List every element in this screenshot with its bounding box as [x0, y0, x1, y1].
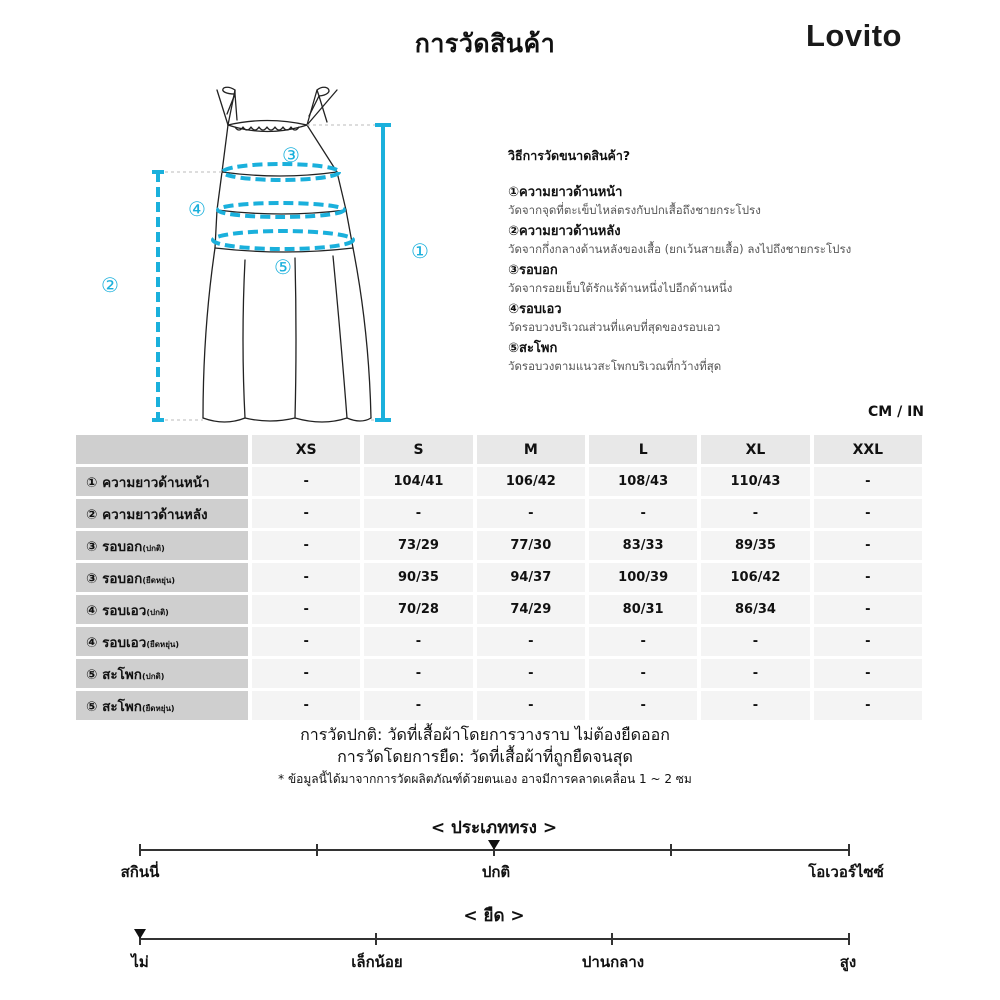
stretch-scale-tick: [375, 933, 377, 945]
table-row: [76, 691, 922, 720]
fit-scale-tick: [139, 844, 141, 856]
table-cell: -: [589, 499, 697, 528]
guide-item-heading: ②ความยาวด้านหลัง: [508, 224, 621, 239]
table-cell: -: [814, 659, 922, 688]
table-cell: -: [252, 531, 360, 560]
table-cell: -: [701, 499, 809, 528]
table-cell: -: [477, 659, 585, 688]
table-cell: -: [252, 659, 360, 688]
table-row: [76, 467, 922, 496]
stretch-label-none: ไม่: [131, 953, 149, 971]
measurement-guide: [508, 146, 928, 379]
table-cell: 106/42: [701, 563, 809, 592]
table-cell: -: [814, 467, 922, 496]
stretch-scale: [139, 933, 850, 945]
fit-label-skinny: สกินนี่: [120, 863, 160, 881]
table-cell: -: [477, 627, 585, 656]
row-label: ③ รอบอก(ยืดหยุ่น): [76, 563, 248, 592]
table-cell: -: [814, 563, 922, 592]
size-header: XL: [701, 435, 809, 464]
guide-title: วิธีการวัดขนาดสินค้า?: [508, 148, 631, 163]
stretch-label-slight: เล็กน้อย: [351, 953, 403, 971]
table-row: [76, 659, 922, 688]
table-cell: -: [364, 691, 472, 720]
table-cell: 70/28: [364, 595, 472, 624]
table-cell: 74/29: [477, 595, 585, 624]
marker-2: ②: [101, 273, 119, 297]
fit-scale: [139, 844, 850, 856]
guide-item: [508, 301, 928, 336]
row-label: ③ รอบอก(ปกติ): [76, 531, 248, 560]
table-cell: -: [701, 627, 809, 656]
table-cell: -: [701, 691, 809, 720]
stretch-scale-title: < ยืด >: [463, 906, 525, 926]
fit-label-oversize: โอเวอร์ไซซ์: [808, 863, 884, 881]
table-cell: 100/39: [589, 563, 697, 592]
guide-item-desc: วัดจากกึ่งกลางด้านหลังของเสื้อ (ยกเว้นสายเสื้อ) ลงไปถึงชายกระโปรง: [508, 242, 852, 256]
note-normal: การวัดปกติ: วัดที่เสื้อผ้าโดยการวางราบ ไม่ต้องยืดออก: [300, 725, 670, 744]
table-cell: -: [589, 691, 697, 720]
stretch-scale-marker: [134, 929, 146, 939]
guide-item: [508, 340, 928, 375]
table-cell: -: [252, 563, 360, 592]
size-header: M: [477, 435, 585, 464]
table-cell: -: [589, 627, 697, 656]
row-label: ⑤ สะโพก(ปกติ): [76, 659, 248, 688]
table-cell: -: [364, 659, 472, 688]
table-cell: -: [252, 595, 360, 624]
table-header-row: [76, 435, 922, 464]
table-cell: -: [589, 659, 697, 688]
guide-item-heading: ③รอบอก: [508, 263, 558, 278]
page-title: การวัดสินค้า: [414, 29, 556, 58]
table-cell: 108/43: [589, 467, 697, 496]
guide-item-desc: วัดรอบวงบริเวณส่วนที่แคบที่สุดของรอบเอว: [508, 320, 721, 334]
table-cell: 106/42: [477, 467, 585, 496]
guide-item-desc: วัดจากรอยเย็บใต้รักแร้ด้านหนึ่งไปอีกด้านหนึ่ง: [508, 281, 733, 295]
row-label: ② ความยาวด้านหลัง: [76, 499, 248, 528]
table-cell: -: [814, 627, 922, 656]
table-cell: -: [701, 659, 809, 688]
table-cell: 86/34: [701, 595, 809, 624]
table-cell: -: [364, 627, 472, 656]
stretch-label-medium: ปานกลาง: [581, 953, 645, 971]
table-cell: 73/29: [364, 531, 472, 560]
size-header: S: [364, 435, 472, 464]
table-cell: 80/31: [589, 595, 697, 624]
table-cell: -: [814, 691, 922, 720]
table-cell: -: [814, 531, 922, 560]
table-cell: 94/37: [477, 563, 585, 592]
marker-3: ③: [282, 143, 300, 167]
table-cell: 110/43: [701, 467, 809, 496]
row-label: ① ความยาวด้านหน้า: [76, 467, 248, 496]
marker-4: ④: [188, 197, 206, 221]
guide-item: [508, 223, 928, 258]
table-cell: -: [252, 691, 360, 720]
guide-item: [508, 262, 928, 297]
table-row: [76, 627, 922, 656]
marker-5: ⑤: [274, 255, 292, 279]
guide-item-heading: ④รอบเอว: [508, 302, 562, 317]
stretch-scale-tick: [848, 933, 850, 945]
fit-scale-marker: [488, 840, 500, 850]
fit-scale-tick: [316, 844, 318, 856]
table-row: [76, 595, 922, 624]
table-row: [76, 499, 922, 528]
table-row: [76, 531, 922, 560]
stretch-scale-line: [139, 938, 850, 940]
table-cell: 83/33: [589, 531, 697, 560]
fit-scale-tick: [670, 844, 672, 856]
right-bow: [317, 87, 329, 96]
fit-label-regular: ปกติ: [481, 863, 511, 881]
dress-illustration: [95, 80, 440, 435]
measurement-notes: [0, 724, 970, 790]
table-cell: -: [252, 467, 360, 496]
marker-1: ①: [411, 239, 429, 263]
stretch-scale-tick: [611, 933, 613, 945]
note-stretch: การวัดโดยการยืด: วัดที่เสื้อผ้าที่ถูกยืดจนสุด: [337, 747, 633, 766]
table-cell: -: [477, 499, 585, 528]
table-cell: -: [252, 627, 360, 656]
size-header: XXL: [814, 435, 922, 464]
table-cell: 89/35: [701, 531, 809, 560]
table-corner: [76, 435, 248, 464]
guide-item-heading: ①ความยาวด้านหน้า: [508, 185, 623, 200]
brand-logo: Lovito: [806, 18, 902, 53]
size-table: [72, 432, 926, 723]
table-row: [76, 563, 922, 592]
fit-scale-title: < ประเภททรง >: [430, 818, 558, 838]
guide-item-heading: ⑤สะโพก: [508, 341, 558, 356]
left-strap-inner: [217, 90, 228, 125]
stretch-label-high: สูง: [839, 953, 857, 971]
table-cell: 90/35: [364, 563, 472, 592]
unit-label: CM / IN: [868, 404, 924, 420]
table-cell: -: [814, 595, 922, 624]
note-disclaimer: * ข้อมูลนี้ได้มาจากการวัดผลิตภัณฑ์ด้วยตนเอง อาจมีการคลาดเคลื่อน 1 ~ 2 ซม: [278, 772, 692, 786]
guide-item: [508, 184, 928, 219]
guide-item-desc: วัดรอบวงตามแนวสะโพกบริเวณที่กว้างที่สุด: [508, 359, 722, 373]
table-cell: 104/41: [364, 467, 472, 496]
row-label: ④ รอบเอว(ปกติ): [76, 595, 248, 624]
left-bow: [223, 87, 235, 94]
fit-scale-tick: [848, 844, 850, 856]
row-label: ④ รอบเอว(ยืดหยุ่น): [76, 627, 248, 656]
size-header: XS: [252, 435, 360, 464]
guide-item-desc: วัดจากจุดที่ตะเข็บไหล่ตรงกับปกเสื้อถึงชายกระโปรง: [508, 203, 761, 217]
row-label: ⑤ สะโพก(ยืดหยุ่น): [76, 691, 248, 720]
table-cell: -: [364, 499, 472, 528]
table-cell: 77/30: [477, 531, 585, 560]
size-header: L: [589, 435, 697, 464]
table-cell: -: [814, 499, 922, 528]
table-cell: -: [252, 499, 360, 528]
table-cell: -: [477, 691, 585, 720]
